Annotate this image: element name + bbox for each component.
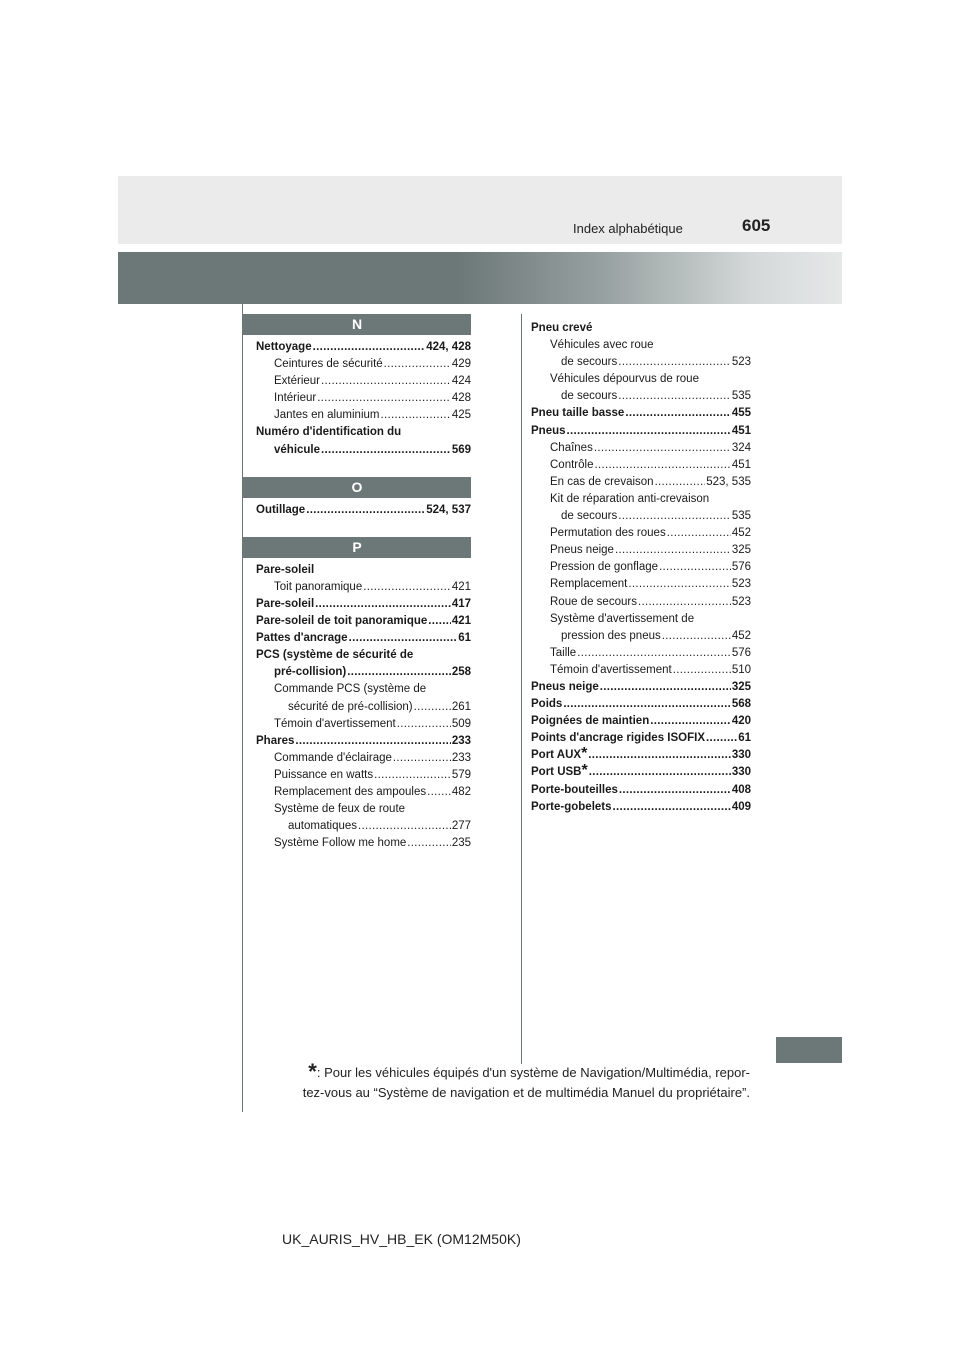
index-entry[interactable] [531, 405, 751, 422]
entry-label: Permutation des roues [550, 527, 666, 540]
entry-page-ref: 509 [451, 717, 471, 730]
index-entry[interactable] [531, 559, 751, 576]
entry-page-ref: 576 [731, 561, 751, 574]
entry-page-ref: 277 [451, 820, 471, 833]
dot-leader [563, 696, 731, 713]
index-entry[interactable] [531, 542, 751, 559]
dot-leader [428, 613, 451, 630]
dot-leader [625, 405, 730, 422]
entry-page-ref: 258 [451, 666, 471, 679]
entry-page-ref: 330 [731, 766, 751, 779]
index-entry[interactable] [256, 596, 471, 613]
letter-heading-n: N [243, 314, 471, 335]
dot-leader [347, 664, 451, 681]
entry-page-ref: 233 [451, 751, 471, 764]
dot-leader [321, 442, 451, 459]
index-entry[interactable] [531, 576, 751, 593]
entry-label: pression des pneus [561, 629, 661, 642]
entry-label: Pare-soleil de toit panoramique [256, 615, 428, 628]
dot-leader [363, 579, 451, 596]
entry-label: Pneu taille basse [531, 407, 625, 420]
entry-label: automatiques [288, 820, 358, 833]
dot-leader [321, 373, 451, 390]
dot-leader [567, 423, 731, 440]
index-entry[interactable]: Véhicules avec roue [550, 339, 654, 352]
footnote [280, 1059, 750, 1103]
index-entry[interactable] [531, 525, 751, 542]
dot-leader [414, 699, 451, 716]
entry-label: Chaînes [550, 441, 593, 454]
dot-leader [655, 474, 706, 491]
index-entry[interactable] [256, 390, 471, 407]
dot-leader [380, 407, 450, 424]
entry-page-ref: 409 [731, 800, 751, 813]
index-entry[interactable] [531, 713, 751, 730]
index-entry[interactable] [531, 696, 751, 713]
index-entry[interactable] [531, 354, 751, 371]
dot-leader [317, 390, 451, 407]
entry-label: Commande d'éclairage [274, 751, 392, 764]
letter-section-entries [243, 339, 471, 459]
letter-section-entries [243, 562, 471, 853]
dot-leader [615, 542, 731, 559]
entry-label: Port AUX [531, 749, 582, 762]
index-entry[interactable] [256, 784, 471, 801]
index-entry[interactable] [256, 664, 471, 681]
entry-page-ref: 324 [731, 441, 751, 454]
column-divider [521, 314, 522, 1064]
entry-page-ref: 569 [451, 443, 471, 456]
entry-page-ref: 579 [451, 768, 471, 781]
dot-leader [594, 440, 731, 457]
dot-leader [594, 457, 730, 474]
header-bar [118, 176, 842, 244]
entry-label: Poids [531, 698, 563, 711]
index-column-right [531, 320, 751, 816]
dot-leader [619, 782, 731, 799]
dot-leader [662, 628, 731, 645]
index-entry[interactable] [531, 662, 751, 679]
dot-leader [313, 339, 426, 356]
entry-label: Pneus [531, 424, 566, 437]
entry-label: Pression de gonflage [550, 561, 659, 574]
entry-page-ref: 424 [451, 375, 471, 388]
entry-page-ref: 233 [451, 734, 471, 747]
entry-label: Nettoyage [256, 341, 312, 353]
dot-leader [600, 679, 731, 696]
chapter-side-tab [776, 1037, 842, 1063]
dot-leader [427, 784, 451, 801]
entry-page-ref: 408 [731, 783, 751, 796]
entry-label: Roue de secours [550, 595, 637, 608]
index-entry[interactable] [256, 767, 471, 784]
entry-page-ref: 523 [731, 595, 751, 608]
entry-label: Toit panoramique [274, 580, 363, 593]
index-entry[interactable] [256, 579, 471, 596]
entry-page-ref: 330 [731, 749, 751, 762]
index-entry[interactable]: Commande PCS (système de [274, 683, 427, 696]
entry-label: Port USB [531, 766, 582, 779]
dot-leader [349, 630, 458, 647]
entry-page-ref: 421 [451, 615, 471, 628]
index-entry[interactable]: Système de feux de route [274, 803, 406, 816]
dot-leader [588, 747, 731, 764]
index-entry[interactable] [531, 440, 751, 457]
index-entry[interactable] [531, 730, 751, 747]
entry-page-ref: 524, 537 [426, 503, 471, 516]
entry-page-ref: 451 [731, 424, 751, 437]
dot-leader [589, 764, 731, 781]
dot-leader [628, 576, 730, 593]
index-entry[interactable] [531, 474, 751, 491]
index-entry[interactable]: Pneu crevé [531, 322, 593, 334]
dot-leader [613, 799, 731, 816]
entry-label: Porte-bouteilles [531, 783, 618, 796]
entry-page-ref: 451 [731, 458, 751, 471]
document-code: UK_AURIS_HV_HB_EK (OM12M50K) [282, 1231, 521, 1247]
dot-leader [667, 525, 731, 542]
entry-label: Outillage [256, 503, 306, 516]
index-entry[interactable] [256, 750, 471, 767]
entry-label: Remplacement des ampoules [274, 785, 427, 798]
dot-leader [393, 750, 451, 767]
entry-page-ref: 261 [451, 700, 471, 713]
dot-leader [659, 559, 731, 576]
letter-section-entries [243, 502, 471, 519]
index-entry[interactable] [531, 423, 751, 440]
index-entry[interactable] [531, 782, 751, 799]
entry-label: Pattes d'ancrage [256, 632, 348, 645]
index-entry[interactable] [256, 613, 471, 630]
index-column-left [243, 314, 471, 852]
entry-label: Poignées de maintien [531, 715, 650, 728]
dot-leader [577, 645, 731, 662]
index-entry[interactable]: Pare-soleil [256, 563, 315, 576]
index-entry[interactable] [256, 733, 471, 750]
entry-page-ref: 428 [451, 392, 471, 405]
dot-leader [384, 356, 451, 373]
entry-page-ref: 429 [451, 358, 471, 371]
entry-page-ref: 424, 428 [426, 341, 471, 353]
index-entry[interactable] [531, 645, 751, 662]
index-entry[interactable] [256, 818, 471, 835]
entry-page-ref: 325 [731, 544, 751, 557]
dot-leader [673, 662, 731, 679]
entry-label: Pare-soleil [256, 597, 315, 610]
index-entry[interactable]: Port USB * ..... 330 [531, 764, 751, 781]
entry-label: sécurité de pré-collision) [288, 700, 413, 713]
index-entry[interactable]: Numéro d'identification du [256, 426, 402, 439]
entry-page-ref: 425 [451, 409, 471, 422]
index-entry[interactable]: Véhicules dépourvus de roue [550, 373, 699, 386]
page-title: Index alphabétique [573, 221, 683, 236]
index-entry[interactable] [531, 388, 751, 405]
entry-page-ref: 61 [458, 632, 471, 645]
dot-leader [618, 508, 731, 525]
index-entry[interactable] [531, 799, 751, 816]
dot-leader [315, 596, 451, 613]
entry-label: de secours [561, 390, 618, 403]
entry-page-ref: 455 [731, 407, 751, 420]
letter-heading-o: O [243, 477, 471, 498]
dot-leader [397, 716, 451, 733]
entry-page-ref: 523 [731, 356, 751, 369]
index-entry[interactable] [256, 356, 471, 373]
entry-label: Porte-gobelets [531, 800, 612, 813]
letter-heading-p: P [243, 537, 471, 558]
index-entry[interactable]: PCS (système de sécurité de [256, 649, 414, 662]
entry-page-ref: 417 [451, 597, 471, 610]
index-entry[interactable]: Port AUX * ..... 330 [531, 747, 751, 764]
entry-page-ref: 510 [731, 663, 751, 676]
entry-label: de secours [561, 510, 618, 523]
entry-label: de secours [561, 356, 618, 369]
entry-page-ref: 61 [738, 732, 751, 745]
dot-leader [306, 502, 425, 519]
dot-leader [618, 388, 731, 405]
entry-label: Ceintures de sécurité [274, 358, 383, 371]
entry-page-ref: 452 [731, 527, 751, 540]
entry-label: véhicule [274, 443, 321, 456]
index-entry[interactable] [256, 442, 471, 459]
entry-label: Système Follow me home [274, 837, 407, 850]
entry-page-ref: 325 [731, 680, 751, 693]
index-entry[interactable] [256, 339, 471, 356]
index-entry[interactable] [531, 457, 751, 474]
dot-leader [706, 730, 737, 747]
dot-leader [618, 354, 731, 371]
dot-leader [374, 767, 451, 784]
entry-page-ref: 568 [731, 698, 751, 711]
index-entry[interactable] [531, 594, 751, 611]
entry-page-ref: 421 [451, 580, 471, 593]
footnote-asterisk: * [308, 1059, 317, 1084]
entry-label: Remplacement [550, 578, 628, 591]
index-entry[interactable] [256, 373, 471, 390]
entry-label: Témoin d'avertissement [274, 717, 396, 730]
index-entry[interactable] [256, 502, 471, 519]
entry-label: Taille [550, 646, 577, 659]
dot-leader [407, 835, 451, 852]
index-entry[interactable] [256, 699, 471, 716]
entry-page-ref: 523, 535 [706, 475, 751, 488]
dot-leader [358, 818, 451, 835]
entry-label: Pneus neige [550, 544, 614, 557]
index-entry[interactable] [531, 508, 751, 525]
entry-page-ref: 523 [731, 578, 751, 591]
entry-label: Points d'ancrage rigides ISOFIX [531, 732, 705, 745]
entry-page-ref: 482 [451, 785, 471, 798]
page-number: 605 [742, 216, 771, 235]
entry-label: Contrôle [550, 458, 594, 471]
index-entry[interactable]: Système d'avertissement de [550, 612, 695, 625]
index-entry[interactable] [256, 630, 471, 647]
index-entry[interactable] [256, 716, 471, 733]
index-entry[interactable]: Kit de réparation anti-crevaison [550, 492, 710, 505]
dot-leader [295, 733, 450, 750]
entry-label: pré-collision) [274, 666, 347, 679]
index-entry[interactable] [531, 628, 751, 645]
entry-label: Témoin d'avertissement [550, 663, 672, 676]
entry-label: Pneus neige [531, 680, 599, 693]
section-banner [118, 252, 842, 304]
index-entry[interactable] [256, 407, 471, 424]
entry-label: Jantes en aluminium [274, 409, 380, 422]
footnote-line-1: : Pour les véhicules équipés d'un système de Navigation/Multimédia, repor- [316, 1065, 750, 1080]
entry-label: Intérieur [274, 392, 317, 405]
entry-label: Phares [256, 734, 295, 747]
index-entry[interactable] [531, 679, 751, 696]
entry-label: Puissance en watts [274, 768, 374, 781]
entry-page-ref: 420 [731, 715, 751, 728]
footnote-line-2: tez-vous au “Système de navigation et de multimédia Manuel du propriétaire”. [302, 1085, 750, 1100]
index-entry[interactable] [256, 835, 471, 852]
entry-page-ref: 576 [731, 646, 751, 659]
dot-leader [638, 594, 731, 611]
entry-page-ref: 535 [731, 390, 751, 403]
dot-leader [650, 713, 731, 730]
entry-label: En cas de crevaison [550, 475, 654, 488]
entry-page-ref: 235 [451, 837, 471, 850]
entry-label: Extérieur [274, 375, 321, 388]
entry-page-ref: 452 [731, 629, 751, 642]
entry-page-ref: 535 [731, 510, 751, 523]
